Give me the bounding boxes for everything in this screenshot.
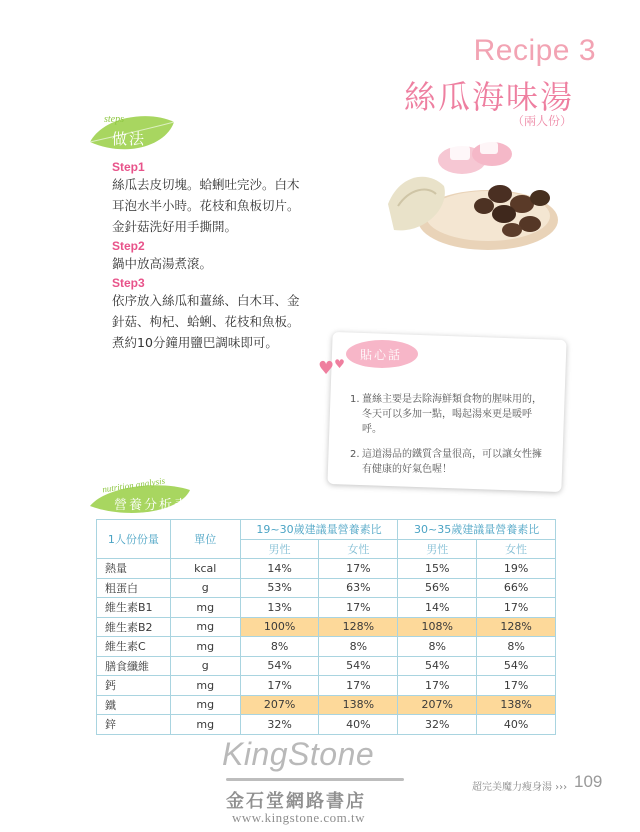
tip-item [350,447,548,477]
row-unit: mg [170,676,240,696]
nutrition-badge-zh: 營養分析表 [114,498,190,513]
nutrition-table [96,519,556,735]
header-group-1: 19~30歲建議量營養素比 [240,520,398,540]
row-value: 128% [477,617,556,637]
table-row [97,676,556,696]
row-unit: mg [170,715,240,735]
row-value: 54% [319,656,398,676]
step-label: Step3 [112,276,145,290]
row-unit: g [170,578,240,598]
row-value: 100% [240,617,319,637]
row-value: 56% [398,578,477,598]
row-value: 14% [240,559,319,579]
row-value: 8% [319,637,398,657]
table-row [97,695,556,715]
step-line: 煮約10分鐘用鹽巴調味即可。 [112,335,278,350]
step-line: 依序放入絲瓜和薑絲、白木耳、金 [112,293,300,308]
row-value: 17% [319,676,398,696]
row-value: 17% [477,598,556,618]
row-value: 14% [398,598,477,618]
tip-number: 1. [350,394,360,405]
tip-item [350,392,548,437]
recipe-number: Recipe 3 [473,34,596,67]
row-name: 鐵 [97,695,171,715]
watermark-store-name: 金石堂網路書店 [226,791,366,812]
table-row [97,617,556,637]
row-value: 138% [319,695,398,715]
nutrition-badge [84,476,194,516]
row-value: 8% [240,637,319,657]
step-line: 金針菇洗好用手撕開。 [112,219,238,234]
row-unit: mg [170,695,240,715]
row-unit: mg [170,598,240,618]
row-unit: mg [170,617,240,637]
tip-text: 這道湯品的鐵質含量很高，可以讓女性擁有健康的好氣色喔！ [362,449,542,475]
row-name: 鈣 [97,676,171,696]
steps-list [112,158,312,353]
heart-icon: ♥ [318,358,335,379]
row-name: 維生素B1 [97,598,171,618]
header-male: 男性 [398,539,477,559]
page-number: 109 [574,772,603,791]
table-row [97,656,556,676]
steps-badge [86,112,178,154]
row-name: 熱量 [97,559,171,579]
row-value: 17% [240,676,319,696]
watermark-underline [226,778,404,781]
step-label: Step1 [112,160,145,174]
row-unit: kcal [170,559,240,579]
row-name: 鋅 [97,715,171,735]
row-value: 19% [477,559,556,579]
page-title: 絲瓜海味湯 [403,78,574,116]
tips-list [350,392,548,487]
hearts-decoration [318,358,345,379]
step-label: Step2 [112,239,145,253]
header-item: 1人份份量 [97,520,171,559]
row-value: 63% [319,578,398,598]
tip-heading: 貼心話 [360,348,403,362]
row-value: 15% [398,559,477,579]
step-line: 鍋中放高湯煮滾。 [112,256,213,271]
header-female: 女性 [477,539,556,559]
row-value: 54% [398,656,477,676]
row-value: 128% [319,617,398,637]
steps-badge-en: steps [104,114,124,125]
row-value: 8% [398,637,477,657]
table-row [97,637,556,657]
row-value: 207% [398,695,477,715]
row-value: 17% [477,676,556,696]
steps-badge-zh: 做法 [112,130,147,148]
table-row [97,559,556,579]
row-value: 108% [398,617,477,637]
row-value: 207% [240,695,319,715]
table-row [97,598,556,618]
header-unit: 單位 [170,520,240,559]
row-unit: mg [170,637,240,657]
row-value: 8% [477,637,556,657]
row-value: 54% [240,656,319,676]
heart-icon: ♥ [334,357,345,371]
row-value: 17% [398,676,477,696]
row-value: 32% [398,715,477,735]
book-title: 超完美魔力瘦身湯 ››› [472,782,568,793]
step-line: 絲瓜去皮切塊。蛤蜊吐完沙。白木 [112,177,300,192]
row-value: 54% [477,656,556,676]
header-male: 男性 [240,539,319,559]
row-name: 粗蛋白 [97,578,171,598]
header-group-2: 30~35歲建議量營養素比 [398,520,556,540]
row-name: 維生素C [97,637,171,657]
header-female: 女性 [319,539,398,559]
row-value: 53% [240,578,319,598]
servings: （兩人份） [511,114,572,128]
step-line: 耳泡水半小時。花枝和魚板切片。 [112,198,300,213]
row-value: 17% [319,559,398,579]
table-row [97,578,556,598]
row-unit: g [170,656,240,676]
row-value: 13% [240,598,319,618]
step-line: 針菇、枸杞、蛤蜊、花枝和魚板。 [112,314,300,329]
row-value: 32% [240,715,319,735]
row-value: 40% [319,715,398,735]
row-name: 膳食纖維 [97,656,171,676]
row-value: 66% [477,578,556,598]
tip-text: 薑絲主要是去除海鮮類食物的腥味用的，冬天可以多加一點，喝起湯來更是暖呼呼。 [362,394,542,435]
row-value: 40% [477,715,556,735]
watermark-logo: KingStone [222,736,375,772]
watermark-url: www.kingstone.com.tw [232,810,366,825]
row-name: 維生素B2 [97,617,171,637]
soup-ingredients-photo [380,134,562,258]
tip-number: 2. [350,449,360,460]
nutrition-badge-en: nutrition analysis [101,475,166,495]
table-row [97,715,556,735]
row-value: 138% [477,695,556,715]
row-value: 17% [319,598,398,618]
